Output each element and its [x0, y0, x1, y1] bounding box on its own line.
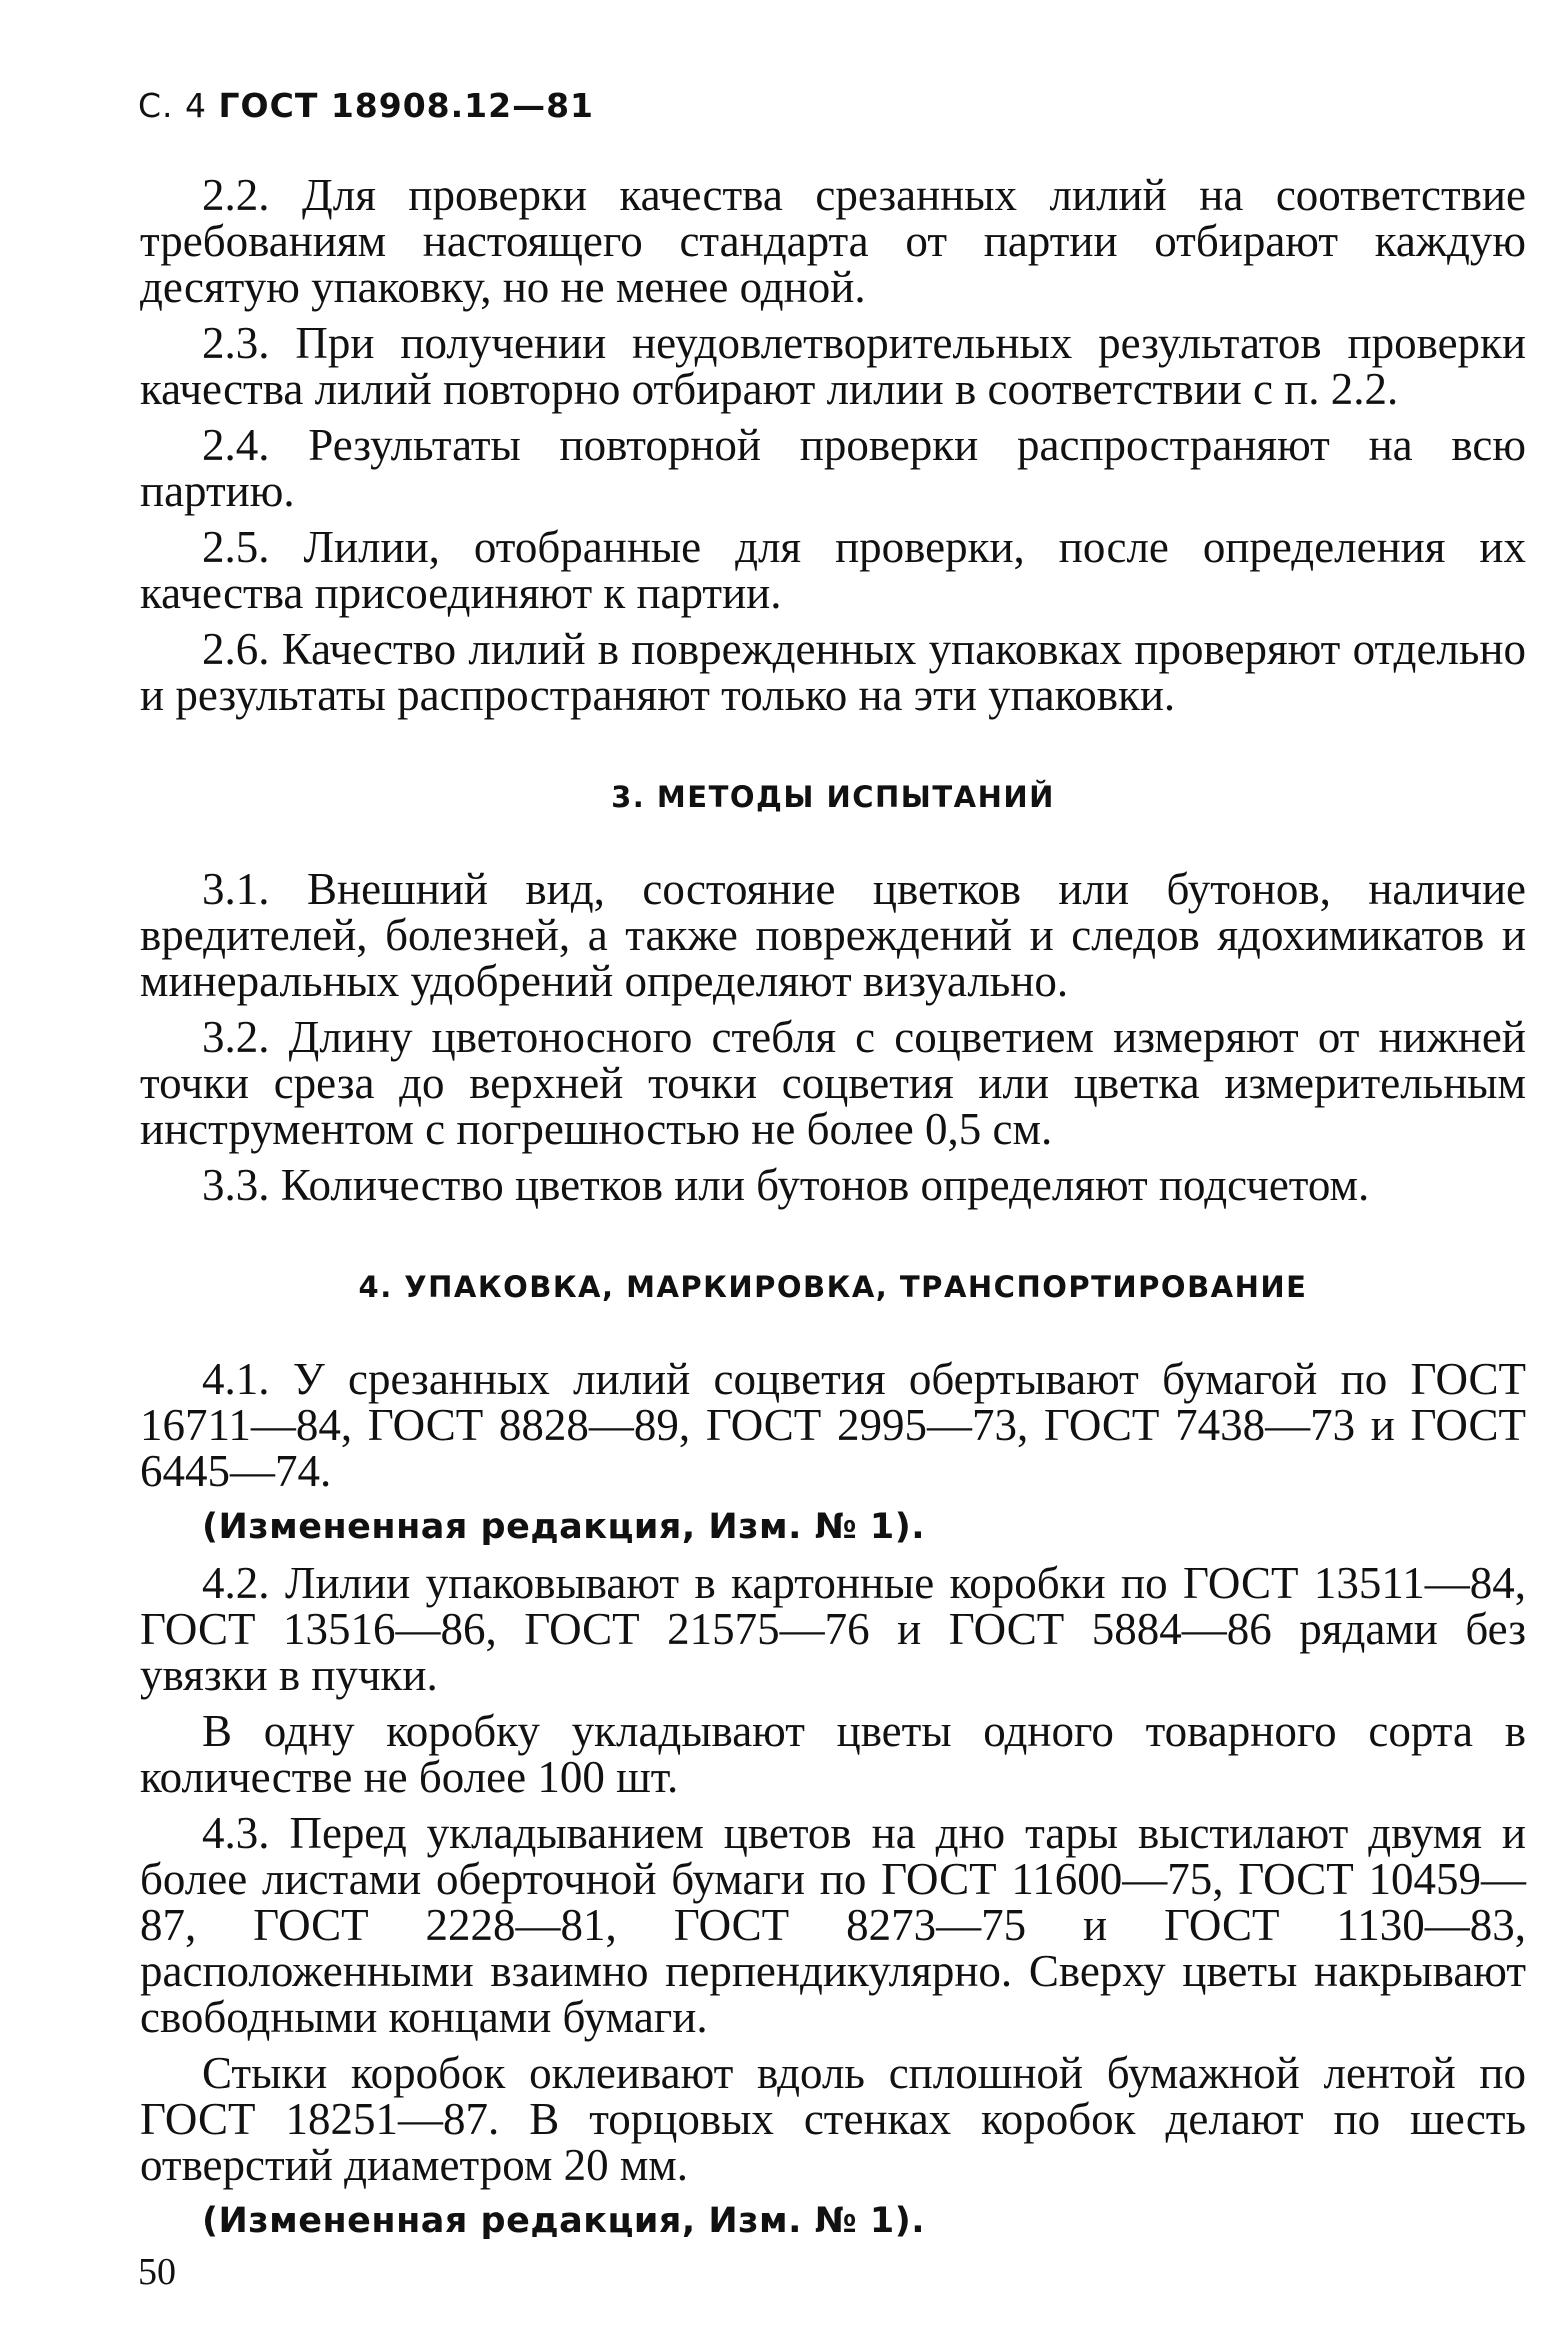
paragraph-4-2-continued: В одну коробку укладывают цветы одного товарного сорта в количестве не более 100 шт.	[140, 1706, 1526, 1802]
amendment-note-1: (Измененная редакция, Изм. № 1).	[202, 1507, 926, 1547]
paragraph-2-3: 2.3. При получении неудовлетворительных результатов проверки качества лилий повторно отбирают лилии в соответствии с п. 2.2.	[140, 318, 1526, 414]
section-4-heading: 4. УПАКОВКА, МАРКИРОВКА, ТРАНСПОРТИРОВАНИЕ	[358, 1270, 1308, 1304]
amendment-note-2: (Измененная редакция, Изм. № 1).	[202, 2201, 926, 2241]
document-body	[140, 172, 1526, 2254]
paragraph-2-4: 2.4. Результаты повторной проверки распространяют на всю партию.	[140, 420, 1526, 516]
paragraph-4-3-continued: Стыки коробок оклеивают вдоль сплошной бумажной лентой по ГОСТ 18251—87. В торцовых стенках коробок делают по шесть отверстий диаметром 20 мм.	[140, 2048, 1526, 2190]
paragraph-4-1: 4.1. У срезанных лилий соцветия обертывают бумагой по ГОСТ 16711—84, ГОСТ 8828—89, ГОСТ 2995—73, ГОСТ 7438—73 и ГОСТ 6445—74.	[140, 1354, 1526, 1496]
section-3-heading: 3. МЕТОДЫ ИСПЫТАНИЙ	[611, 780, 1055, 814]
paragraph-3-2: 3.2. Длину цветоносного стебля с соцветием измеряют от нижней точки среза до верхней точки соцветия или цветка измерительным инструментом с погрешностью не более 0,5 см.	[140, 1012, 1526, 1154]
page-number: 50	[138, 2251, 176, 2293]
page-header	[138, 86, 594, 125]
paragraph-2-6: 2.6. Качество лилий в поврежденных упаковках проверяют отдельно и результаты распространяют только на эти упаковки.	[140, 624, 1526, 720]
paragraph-3-3: 3.3. Количество цветков или бутонов определяют подсчетом.	[202, 1160, 1370, 1210]
paragraph-4-2: 4.2. Лилии упаковывают в картонные коробки по ГОСТ 13511—84, ГОСТ 13516—86, ГОСТ 21575—76 и ГОСТ 5884—86 рядами без увязки в пучки.	[140, 1558, 1526, 1700]
paragraph-4-3: 4.3. Перед укладыванием цветов на дно тары выстилают двумя и более листами оберточной бумаги по ГОСТ 11600—75, ГОСТ 10459—87, ГОСТ 2228—81, ГОСТ 8273—75 и ГОСТ 1130—83, расположенными взаимно перпендикулярно. Сверху цветы накрывают свободными концами бумаги.	[140, 1808, 1526, 2042]
paragraph-3-1: 3.1. Внешний вид, состояние цветков или бутонов, наличие вредителей, болезней, а также повреждений и следов ядохимикатов и минеральных удобрений определяют визуально.	[140, 864, 1526, 1006]
paragraph-2-2: 2.2. Для проверки качества срезанных лилий на соответствие требованиям настоящего стандарта от партии отбирают каждую десятую упаковку, но не менее одной.	[140, 170, 1526, 312]
standard-number: ГОСТ 18908.12—81	[218, 86, 595, 125]
page-ref: С. 4	[138, 86, 208, 125]
paragraph-2-5: 2.5. Лилии, отобранные для проверки, после определения их качества присоединяют к партии.	[140, 522, 1526, 618]
